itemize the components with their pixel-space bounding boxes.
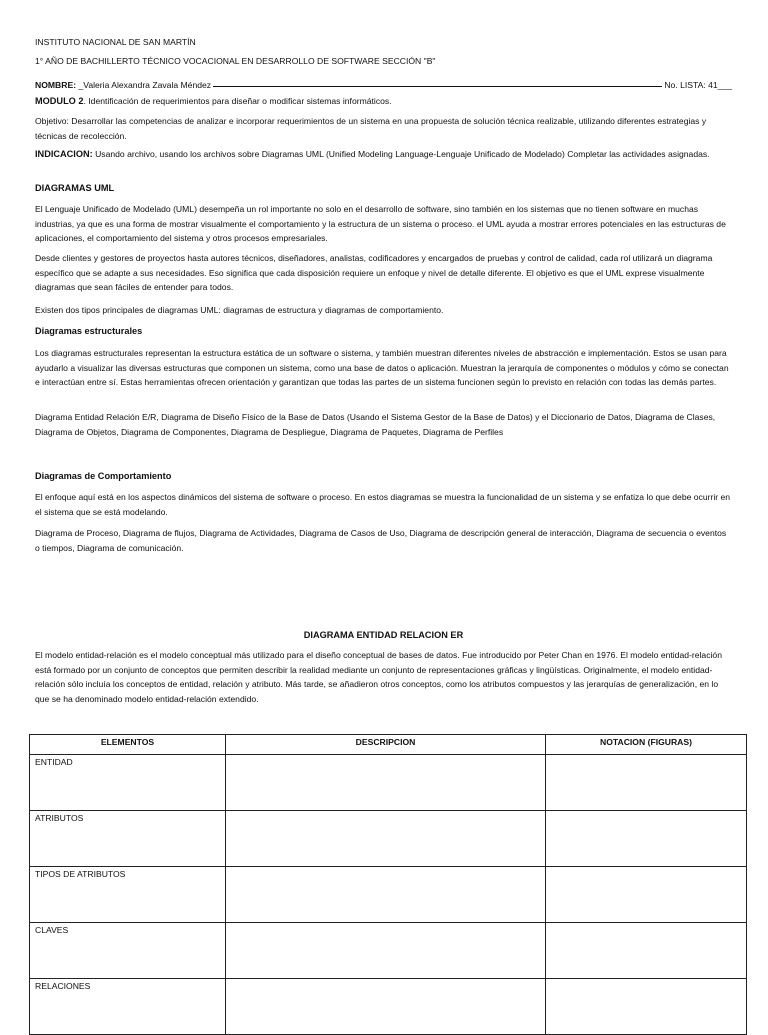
behavioral-diagram-list: Diagrama de Proceso, Diagrama de flujos, Diagrama de Actividades, Diagrama de Casos de Uso, Diagrama de descripción general de interacción, Diagrama de secuencia o eventos o tiempos, Diagrama de comunicación. — [35, 528, 727, 553]
structural-diagram-list: Diagrama Entidad Relación E/R, Diagrama de Diseño Físico de la Base de Datos (Usando el Sistema Gestor de la Base de Datos) y el Diccionario de Datos, Diagrama de Clases, Diagrama de Objetos, Diagrama de Componentes, Diagrama de Despliegue, Diagrama de Paquetes, Diagrama de Perfiles — [35, 412, 716, 437]
indication-paragraph — [35, 147, 732, 162]
notation-cell[interactable] — [546, 923, 747, 979]
module-text: . Identificación de requerimientos para diseñar o modificar sistemas informáticos. — [83, 96, 392, 106]
description-cell[interactable] — [226, 811, 546, 867]
structural-heading: Diagramas estructurales — [35, 326, 143, 336]
description-cell[interactable] — [226, 867, 546, 923]
course-name: 1° AÑO DE BACHILLERTO TÉCNICO VOCACIONAL EN DESARROLLO DE SOFTWARE SECCIÓN "B" — [35, 56, 436, 66]
behavioral-heading: Diagramas de Comportamiento — [35, 471, 172, 481]
element-cell: CLAVES — [30, 923, 226, 979]
structural-paragraph-1: Los diagramas estructurales representan la estructura estática de un software o sistema, y también muestran diferentes niveles de abstracción e implementación. Estos se usan para ayudarlo a visualizar las diversas estructuras que componen un sistema, como una base de datos o aplicación. Muestran la jerarquía de componentes o módulos y cómo se conectan e interactúan entre sí. Estas herramientas ofrecen orientación y garantizan que todas las partes de un sistema funcionen según lo previsto en relación con todas las demás partes. — [35, 348, 729, 388]
name-line — [35, 76, 732, 90]
indication-label: INDICACION: — [35, 149, 93, 159]
er-paragraph: El modelo entidad-relación es el modelo conceptual más utilizado para el diseño conceptual de bases de datos. Fue introducido por Peter Chan en 1976. El modelo entidad-relación está formado por un conjunto de conceptos que permiten describir la realidad mediante un conjunto de representaciones gráficas y lingüísticas. Originalmente, el modelo entidad-relación sólo incluía los conceptos de entidad, relación y atributo. Más tarde, se añadieron otros conceptos, como los atributos compuestos y las jerarquías de generalización, en lo que se ha denominado modelo entidad-relación extendido. — [35, 650, 722, 704]
uml-paragraph-3: Existen dos tipos principales de diagramas UML: diagramas de estructura y diagramas de comportamiento. — [35, 305, 444, 315]
name-label: NOMBRE: — [35, 80, 77, 90]
notation-cell[interactable] — [546, 755, 747, 811]
element-cell: ATRIBUTOS — [30, 811, 226, 867]
behavioral-paragraph-1: El enfoque aquí está en los aspectos dinámicos del sistema de software o proceso. En estos diagramas se muestra la funcionalidad de un sistema y se enfatiza lo que debe ocurrir en el sistema que se está modelando. — [35, 492, 731, 517]
table-row — [30, 867, 747, 923]
uml-paragraph-2: Desde clientes y gestores de proyectos hasta autores técnicos, diseñadores, analistas, codificadores y encargados de pruebas y control de calidad, cada rol utilizará un diagrama específico que se adapte a sus necesidades. Eso significa que cada disposición requiere un enfoque y nivel de detalle diferente. El objetivo es que el UML exprese visualmente diagramas que sean fáciles de entender para todos. — [35, 253, 713, 293]
institution-name: INSTITUTO NACIONAL DE SAN MARTÍN — [35, 37, 196, 47]
table-header-row — [30, 735, 747, 755]
header-elementos: ELEMENTOS — [30, 735, 226, 755]
er-heading: DIAGRAMA ENTIDAD RELACION ER — [303, 630, 464, 640]
table-row — [30, 811, 747, 867]
header-notacion: NOTACION (FIGURAS) — [546, 735, 747, 755]
er-elements-table — [29, 734, 747, 1035]
element-cell: RELACIONES — [30, 979, 226, 1035]
table-row — [30, 923, 747, 979]
notation-cell[interactable] — [546, 811, 747, 867]
module-line — [35, 94, 732, 109]
table-row — [30, 979, 747, 1035]
description-cell[interactable] — [226, 979, 546, 1035]
student-name: _Valeria Alexandra Zavala Méndez — [78, 80, 212, 90]
notation-cell[interactable] — [546, 979, 747, 1035]
module-label: MODULO 2 — [35, 96, 84, 106]
indication-text: Usando archivo, usando los archivos sobre Diagramas UML (Unified Modeling Language-Lenguaje Unificado de Modelado) Completar las actividades asignadas. — [92, 149, 710, 159]
uml-paragraph-1: El Lenguaje Unificado de Modelado (UML) desempeña un rol importante no solo en el desarrollo de software, sino también en los sistemas que no tienen software en muchas industrias, ya que es una forma de mostrar visualmente el comportamiento y la estructura de un sistema o proceso. el UML ayuda a mostrar errores potenciales en las estructuras de aplicaciones, el comportamiento del sistema y otros procesos empresariales. — [35, 204, 726, 244]
table-row — [30, 755, 747, 811]
notation-cell[interactable] — [546, 867, 747, 923]
element-cell: TIPOS DE ATRIBUTOS — [30, 867, 226, 923]
description-cell[interactable] — [226, 923, 546, 979]
header-descripcion: DESCRIPCION — [226, 735, 546, 755]
list-number: No. LISTA: 41___ — [664, 80, 732, 90]
uml-heading: DIAGRAMAS UML — [35, 183, 115, 193]
description-cell[interactable] — [226, 755, 546, 811]
name-blank-line — [213, 86, 662, 87]
element-cell: ENTIDAD — [30, 755, 226, 811]
objective-text: Objetivo: Desarrollar las competencias de analizar e incorporar requerimientos de un sistema en una propuesta de solución técnica realizable, utilizando diferentes estrategias y técnicas de recolección. — [35, 116, 707, 141]
